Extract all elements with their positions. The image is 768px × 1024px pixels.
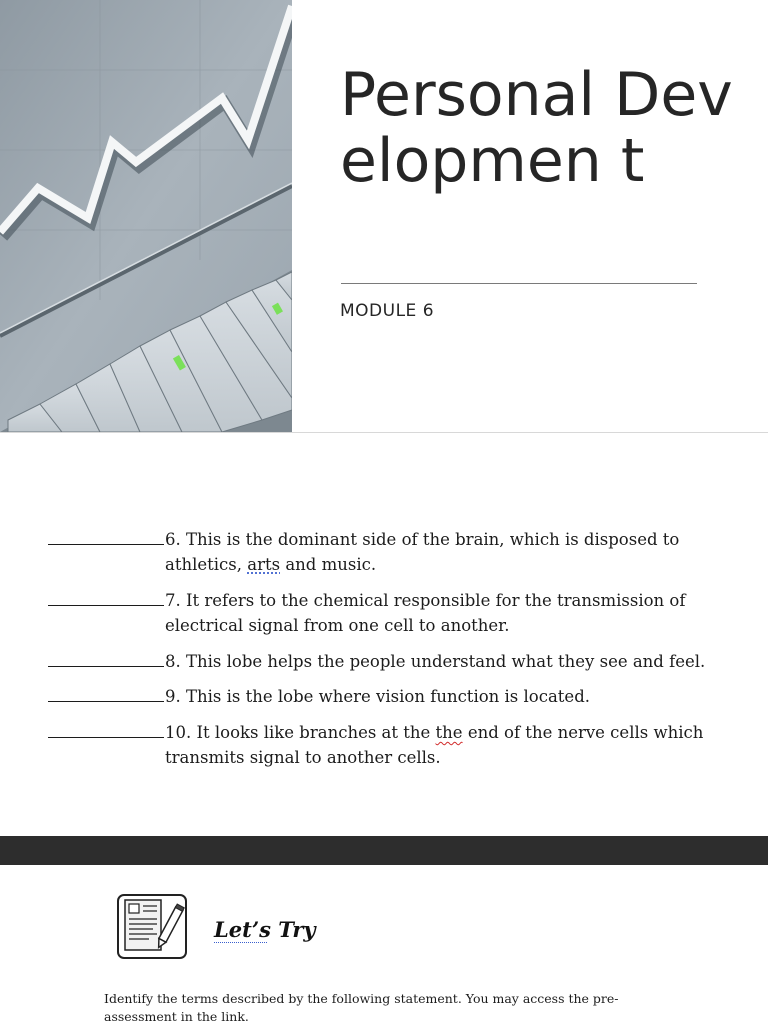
instructions-text: Identify the terms described by the following statement. You may access the pre-assessment in the link. — [104, 991, 619, 1024]
question-line: 9. This is the lobe where vision function is located. — [165, 687, 591, 706]
answer-blank[interactable] — [48, 737, 164, 738]
question-text — [165, 684, 725, 709]
answer-blank[interactable] — [48, 544, 164, 545]
question-line: 6. This is the dominant side of the brain, which is disposed to — [165, 530, 680, 549]
slide-separator-band — [0, 836, 768, 865]
question-line — [165, 720, 725, 745]
question-line: 8. This lobe helps the people understand what they see and feel. — [165, 652, 706, 671]
cover-subtitle: MODULE 6 — [340, 301, 435, 321]
questions-slide — [0, 433, 768, 836]
cover-slide — [0, 0, 768, 432]
spelling-flag: the — [435, 723, 463, 742]
question-text — [165, 588, 725, 638]
answer-blank[interactable] — [48, 666, 164, 667]
question-segment: and music. — [280, 555, 377, 574]
grammar-flag: arts — [247, 555, 281, 574]
question-text — [165, 527, 725, 577]
question-segment: end of the nerve cells which — [462, 723, 704, 742]
question-text — [165, 649, 725, 674]
cover-title: Personal Developmen t — [340, 60, 733, 196]
answer-blank[interactable] — [48, 605, 164, 606]
worksheet-pencil-icon — [117, 894, 187, 959]
question-line: transmits signal to another cells. — [165, 748, 441, 767]
section-heading: Let’s Try — [214, 917, 316, 942]
question-text — [165, 720, 725, 770]
title-divider — [341, 283, 697, 284]
grammar-flag-underline — [214, 942, 267, 943]
question-line: 7. It refers to the chemical responsible for the transmission of — [165, 591, 686, 610]
question-segment: 10. It looks like branches at the — [165, 723, 436, 742]
question-line: electrical signal from one cell to another. — [165, 616, 510, 635]
stair-graph-photo — [0, 0, 292, 432]
question-line — [165, 552, 725, 577]
question-segment: athletics, — [165, 555, 248, 574]
lets-try-slide — [0, 865, 768, 1024]
answer-blank[interactable] — [48, 701, 164, 702]
